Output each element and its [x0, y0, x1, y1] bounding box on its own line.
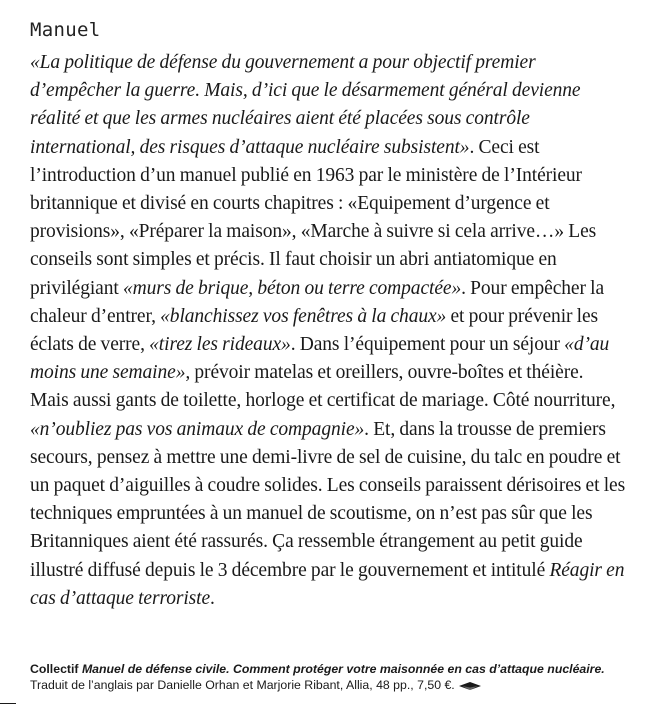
body-quote: «murs de brique, béton ou terre compactée» [122, 277, 462, 299]
body-text: . Dans l’équipement pour un séjour [290, 334, 565, 356]
article-title: Manuel [30, 19, 101, 41]
body-text: prévoir matelas et oreillers, ouvre-boîtes et théière. Mais aussi gants de toilette, horloge et certificat de mariage. Côté nourriture, [30, 362, 616, 412]
body-text: . Ceci est l’introduction d’un manuel publié en 1963 par le ministère de l’Intérieur britannique et divisé en courts chapitres : «Equipement d’urgence et provisions», «Préparer la maison», «Marche à suivre si cela arrive…» Les conseils sont simples et précis. Il faut choisir un abri antiatomique en privilégiant [30, 136, 597, 299]
body-quote: «n’oubliez pas vos animaux de compagnie» [30, 418, 365, 440]
end-of-article-diamond-icon [459, 678, 481, 694]
body-quote: «La politique de défense du gouvernement a pour objectif premier d’empêcher la guerre. Mais, d’ici que le désarmement général devienne réalité et que les armes nucléaires aient été placées sous contrôle international, des risques d’attaque nucléaire subsistent» [30, 52, 581, 158]
body-text: . [210, 587, 215, 609]
article-body [30, 49, 626, 613]
body-quote: «d’au moins une semaine», [30, 334, 610, 384]
article [30, 17, 626, 613]
credit-details: Traduit de l’anglais par Danielle Orhan et Marjorie Ribant, Allia, 48 pp., 7,50 €. [30, 678, 455, 692]
body-quote: «blanchissez vos fenêtres à la chaux» [160, 305, 447, 327]
bottom-rule [0, 703, 16, 704]
body-book-title: Réagir en cas d’attaque terroriste [30, 559, 625, 609]
body-text: . Pour empêcher la chaleur d’entrer, [30, 277, 605, 327]
credit-author: Collectif [30, 662, 79, 676]
credit-book-title: Manuel de défense civile. Comment protéger votre maisonnée en cas d’attaque nucléaire. [81, 662, 605, 676]
body-text: et pour prévenir les éclats de verre, [30, 305, 599, 356]
book-credit [30, 661, 626, 694]
body-quote: «tirez les rideaux» [149, 334, 291, 356]
body-text: . Et, dans la trousse de premiers secours, pensez à mettre une demi-livre de sel de cuisine, du talc en poudre et un paquet d’aiguilles à coudre solides. Les conseils paraissent dérisoires et les techniques empruntées à un manuel de scoutisme, on n’est pas sûr que les Britanniques aient été rassurés. Ça ressemble étrangement au petit guide illustré diffusé depuis le 3 décembre par le gouvernement et intitulé [30, 418, 626, 581]
